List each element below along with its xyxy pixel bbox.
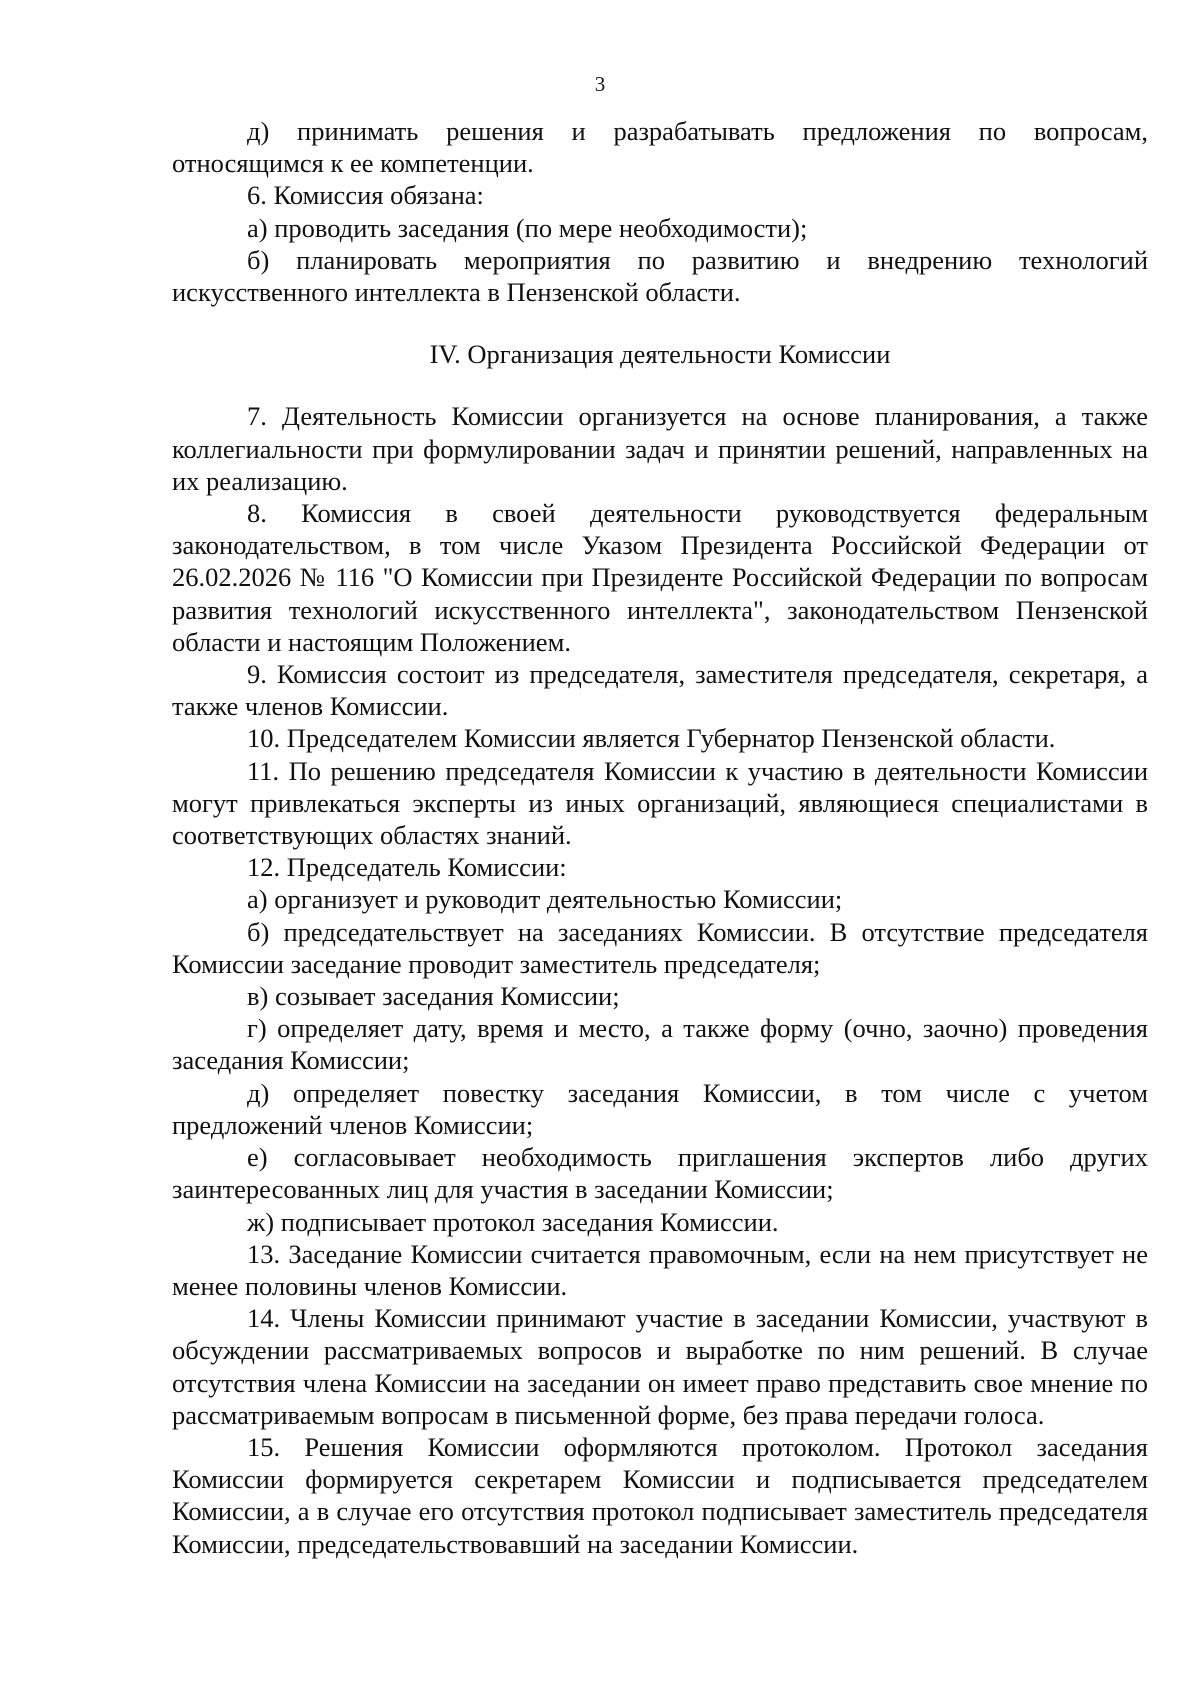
paragraph: 6. Комиссия обязана: — [247, 180, 484, 211]
page-number: 3 — [594, 72, 606, 96]
document-body — [172, 115, 1148, 1560]
section-heading: IV. Организация деятельности Комиссии — [429, 339, 891, 370]
paragraph: 15. Решения Комиссии оформляются протоколом. Протокол заседания Комиссии формируется секретарем Комиссии и подписывается председателем Комиссии, а в случае его отсутствия протокол подписывает заместитель председателя Комиссии, председательствовавший на заседании Комиссии. — [172, 1431, 1148, 1559]
paragraph: 11. По решению председателя Комиссии к участию в деятельности Комиссии могут привлекаться эксперты из иных организаций, являющиеся специалистами в соответствующих областях знаний. — [172, 755, 1148, 851]
paragraph: в) созывает заседания Комиссии; — [247, 981, 620, 1012]
paragraph: 8. Комиссия в своей деятельности руководствуется федеральным законодательством, в том числе Указом Президента Российской Федерации от 26.02.2026 № 116 "О Комиссии при Президенте Российской Федерации по вопросам развития технологий искусственного интеллекта", законодательством Пензенской области и настоящим Положением. — [172, 498, 1148, 657]
paragraph: е) согласовывает необходимость приглашения экспертов либо других заинтересованных лиц для участия в заседании Комиссии; — [172, 1142, 1148, 1205]
paragraph: д) принимать решения и разрабатывать предложения по вопросам, относящимся к ее компетенции. — [172, 116, 1148, 179]
paragraph: ж) подписывает протокол заседания Комиссии. — [247, 1206, 779, 1237]
paragraph: 13. Заседание Комиссии считается правомочным, если на нем присутствует не менее половины членов Комиссии. — [172, 1238, 1148, 1301]
paragraph: г) определяет дату, время и место, а также форму (очно, заочно) проведения заседания Комиссии; — [172, 1013, 1148, 1076]
paragraph: 12. Председатель Комиссии: — [247, 852, 567, 883]
paragraph: а) организует и руководит деятельностью Комиссии; — [247, 884, 843, 915]
paragraph: б) председательствует на заседаниях Комиссии. В отсутствие председателя Комиссии заседание проводит заместитель председателя; — [172, 916, 1148, 979]
paragraph: д) определяет повестку заседания Комиссии, в том числе с учетом предложений членов Комиссии; — [172, 1077, 1148, 1140]
paragraph: а) проводить заседания (по мере необходимости); — [247, 212, 808, 243]
paragraph: б) планировать мероприятия по развитию и внедрению технологий искусственного интеллекта в Пензенской области. — [172, 244, 1148, 308]
paragraph: 7. Деятельность Комиссии организуется на основе планирования, а также коллегиальности при формулировании задач и принятии решений, направленных на их реализацию. — [172, 401, 1148, 496]
paragraph: 14. Члены Комиссии принимают участие в заседании Комиссии, участвуют в обсуждении рассматриваемых вопросов и выработке по ним решений. В случае отсутствия члена Комиссии на заседании он имеет право представить свое мнение по рассматриваемым вопросам в письменной форме, без права передачи голоса. — [172, 1303, 1148, 1430]
paragraph: 9. Комиссия состоит из председателя, заместителя председателя, секретаря, а также членов Комиссии. — [172, 659, 1148, 722]
paragraph: 10. Председателем Комиссии является Губернатор Пензенской области. — [247, 723, 1056, 754]
